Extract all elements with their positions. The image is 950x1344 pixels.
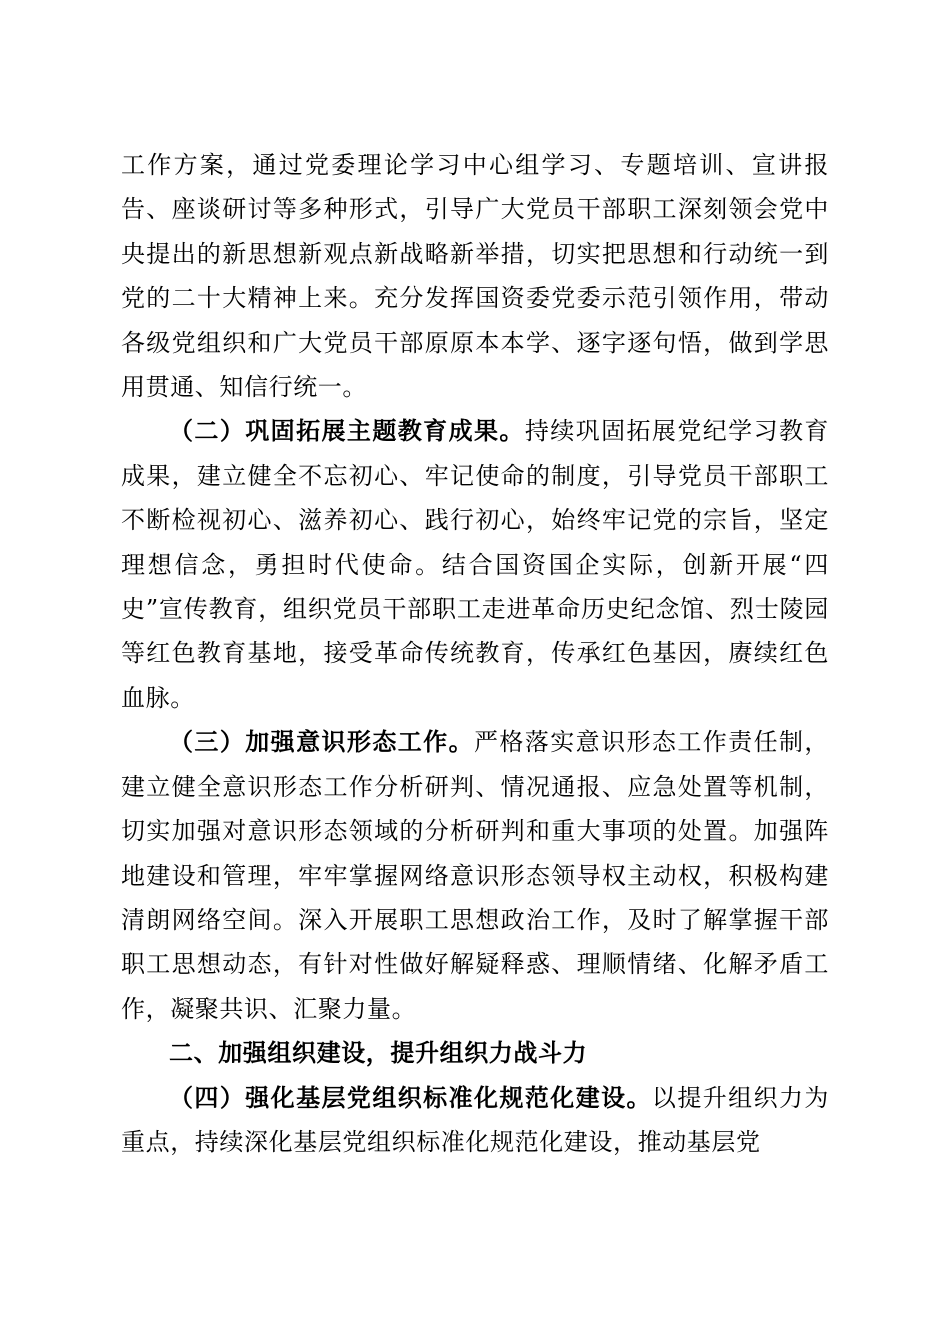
- paragraph-1-text: 工作方案，通过党委理论学习中心组学习、专题培训、宣讲报告、座谈研讨等多种形式，引导广大党员干部职工深刻领会党中央提出的新思想新观点新战略新举措，切实把思想和行动统一到党的二十大精神上来。充分发挥国资委党委示范引领作用，带动各级党组织和广大党员干部原原本本学、逐字逐句悟，做到学思用贯通、知信行统一。: [121, 151, 829, 402]
- section-heading-2: 二、加强组织建设，提升组织力战斗力: [169, 1039, 588, 1068]
- paragraph-4: [121, 1076, 829, 1165]
- paragraph-3: [121, 720, 829, 1031]
- document-page: [121, 143, 829, 1164]
- paragraph-4-text: 以提升组织力为重点，持续深化基层党组织标准化规范化建设，推动基层党: [121, 1083, 829, 1156]
- paragraph-2-text: 持续巩固拓展党纪学习教育成果，建立健全不忘初心、牢记使命的制度，引导党员干部职工不断检视初心、滋养初心、践行初心，始终牢记党的宗旨，坚定理想信念，勇担时代使命。结合国资国企实际，创新开展“四史”宣传教育，组织党员干部职工走进革命历史纪念馆、烈士陵园等红色教育基地，接受革命传统教育，传承红色基因，赓续红色血脉。: [121, 417, 829, 712]
- paragraph-3-lead: （三）加强意识形态工作。: [169, 727, 474, 757]
- paragraph-2: [121, 409, 829, 720]
- paragraph-2-lead: （二）巩固拓展主题教育成果。: [169, 416, 525, 446]
- paragraph-3-text: 严格落实意识形态工作责任制，建立健全意识形态工作分析研判、情况通报、应急处置等机制，切实加强对意识形态领域的分析研判和重大事项的处置。加强阵地建设和管理，牢牢掌握网络意识形态领导权主动权，积极构建清朗网络空间。深入开展职工思想政治工作，及时了解掌握干部职工思想动态，有针对性做好解疑释惑、理顺情绪、化解矛盾工作，凝聚共识、汇聚力量。: [121, 728, 830, 1023]
- paragraph-4-lead: （四）强化基层党组织标准化规范化建设。: [169, 1082, 652, 1112]
- paragraph-1: [121, 143, 829, 409]
